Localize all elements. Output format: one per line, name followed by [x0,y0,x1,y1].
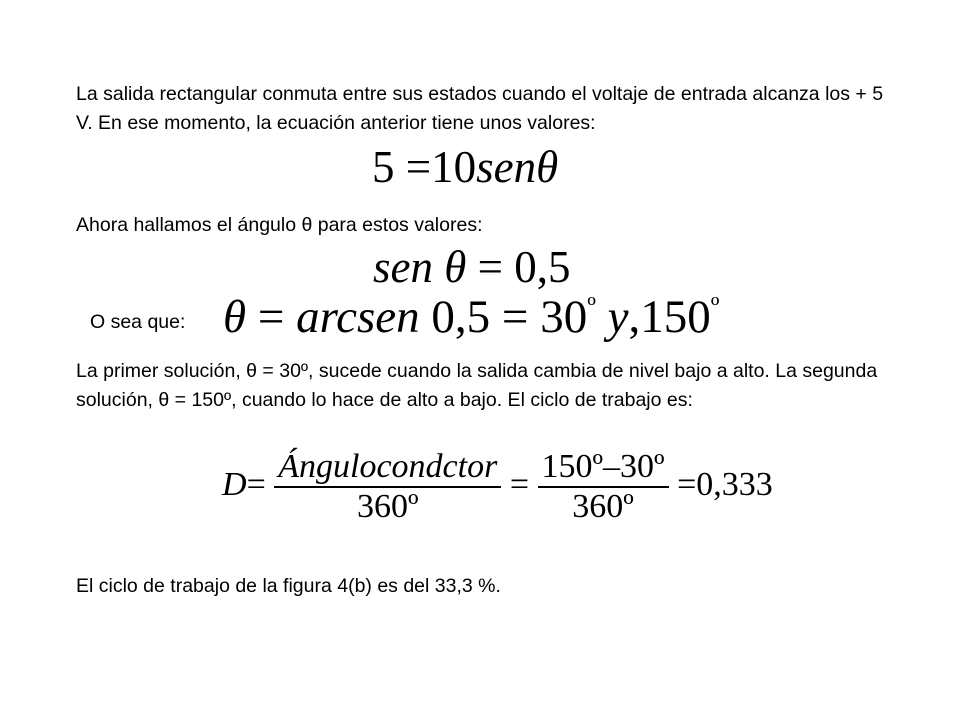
eq4-d: D [222,465,247,503]
eq3-comma: , [628,291,641,343]
paragraph-solutions: La primer solución, θ = 30º, sucede cuando la salida cambia de nivel bajo a alto. La segunda solución, θ = 150º, cuando lo hace de alto a bajo. El ciclo de trabajo es: [76,360,878,411]
eq2-equals: = [477,242,503,292]
eq2-theta: θ [444,242,467,292]
eq3-degree-1: º [587,291,596,323]
equation-duty-cycle [222,448,773,526]
eq4-equals-1: = [246,465,266,503]
eq1-lhs: 5 [372,142,395,192]
eq3-arg: 0,5 [431,291,491,343]
equation-5-equals-10-sen-theta [372,141,558,193]
eq3-degree-2: º [710,291,720,323]
fraction-1-numerator: Ángulocondctor [278,448,498,485]
fraction-2-denominator: 360º [572,488,634,525]
eq1-theta: θ [536,142,559,192]
eq3-value-2: 150 [640,291,711,343]
eq3-equals-1: = [257,291,285,343]
eq2-rhs: 0,5 [514,242,571,292]
paragraph-find-angle: Ahora hallamos el ángulo θ para estos valores: [76,214,483,236]
eq1-coef: 10 [431,142,477,192]
eq3-arcsen: arcsen [296,291,420,343]
label-o-sea-que: O sea que: [90,311,186,333]
eq2-sen: sen [373,242,433,292]
paragraph-conclusion: El ciclo de trabajo de la figura 4(b) es del 33,3 %. [76,575,501,597]
paragraph-intro: La salida rectangular conmuta entre sus estados cuando el voltaje de entrada alcanza los + 5 V. En ese momento, la ecuación anterior tiene unos valores: [76,83,884,134]
equation-sen-theta-equals-half [373,241,571,293]
eq4-result: 0,333 [696,465,773,503]
equation-theta-arcsen [223,290,719,344]
eq4-equals-2: = [509,465,530,503]
eq3-y: y [607,291,629,343]
fraction-difference-over-360 [538,448,669,526]
fraction-angle-over-360 [274,448,501,526]
eq3-equals-2: = [501,291,529,343]
eq3-value-1: 30 [540,291,588,343]
eq1-equals: = [405,142,432,192]
eq3-theta: θ [223,291,247,343]
fraction-1-denominator: 360º [357,488,419,525]
eq1-sen: sen [476,142,537,192]
eq4-equals-3: = [677,465,697,503]
fraction-2-numerator: 150º–30º [541,448,665,485]
